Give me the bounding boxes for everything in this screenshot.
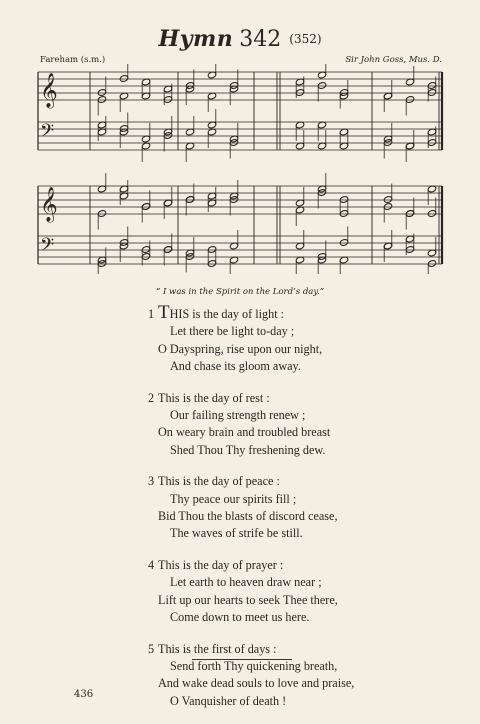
hymn-word: Hymn <box>158 26 234 52</box>
hymn-number: 342 <box>239 27 282 52</box>
verse-line: And chase its gloom away. <box>170 358 301 373</box>
hymn-title <box>0 26 480 52</box>
verse-line: Lift up our hearts to seek Thee there, <box>158 592 338 607</box>
svg-text:𝄢: 𝄢 <box>40 235 55 260</box>
stanza-number: 3 <box>148 474 155 489</box>
tune-name: Fareham (s.m.) <box>40 55 106 65</box>
music-system-1 <box>38 64 442 162</box>
verse-line: Send forth Thy quickening breath, <box>170 659 338 674</box>
svg-text:𝄞: 𝄞 <box>40 73 58 108</box>
stanza-number: 2 <box>148 390 155 405</box>
composer: Sir John Goss, Mus. D. <box>345 55 442 65</box>
page-number: 436 <box>74 689 94 700</box>
verse-line: The waves of strife be still. <box>170 526 303 541</box>
hymn-alt-number: (352) <box>289 32 322 46</box>
stanza-number: 1 <box>148 307 155 321</box>
verse-line: Bid Thou the blasts of discord cease, <box>158 508 338 523</box>
verse-line: And wake dead souls to love and praise, <box>158 676 355 691</box>
verse-text: This is the day of rest : <box>158 390 270 405</box>
verse-line <box>148 302 448 323</box>
verse-text: This is the day of peace : <box>158 474 280 489</box>
music-score <box>30 64 450 274</box>
verse-line: O Dayspring, rise upon our night, <box>158 341 323 356</box>
stanza <box>148 302 448 375</box>
stanza <box>148 390 448 459</box>
svg-text:𝄞: 𝄞 <box>40 187 58 222</box>
verse-line: O Vanquisher of death ! <box>170 693 287 708</box>
verse-text: THIS is the day of light : <box>158 302 285 323</box>
verse-line <box>148 473 448 490</box>
stanza <box>148 557 448 626</box>
verses <box>148 302 448 724</box>
verse-line: Our failing strength renew ; <box>170 407 306 422</box>
verse-line <box>148 641 448 658</box>
stanza <box>148 473 448 542</box>
stanza <box>148 641 448 710</box>
verse-line: Thy peace our spirits fill ; <box>170 491 297 506</box>
music-system-2 <box>38 173 442 274</box>
verse-line: Shed Thou Thy freshening dew. <box>170 442 326 457</box>
verse-text: This is the first of days : <box>158 641 277 656</box>
verse-line: Let earth to heaven draw near ; <box>170 575 322 590</box>
verse-line: Let there be light to-day ; <box>170 324 295 339</box>
verse-line: On weary brain and troubled breast <box>158 425 331 440</box>
epigraph: “ I was in the Spirit on the Lord’s day.” <box>155 287 325 297</box>
verse-line: Come down to meet us here. <box>170 609 310 624</box>
verse-line <box>148 390 448 407</box>
svg-text:𝄢: 𝄢 <box>40 121 55 146</box>
divider-rule <box>192 659 292 660</box>
stanza-number: 4 <box>148 558 155 573</box>
verse-text: This is the day of prayer : <box>158 558 284 573</box>
stanza-number: 5 <box>148 641 155 656</box>
verse-line <box>148 557 448 574</box>
